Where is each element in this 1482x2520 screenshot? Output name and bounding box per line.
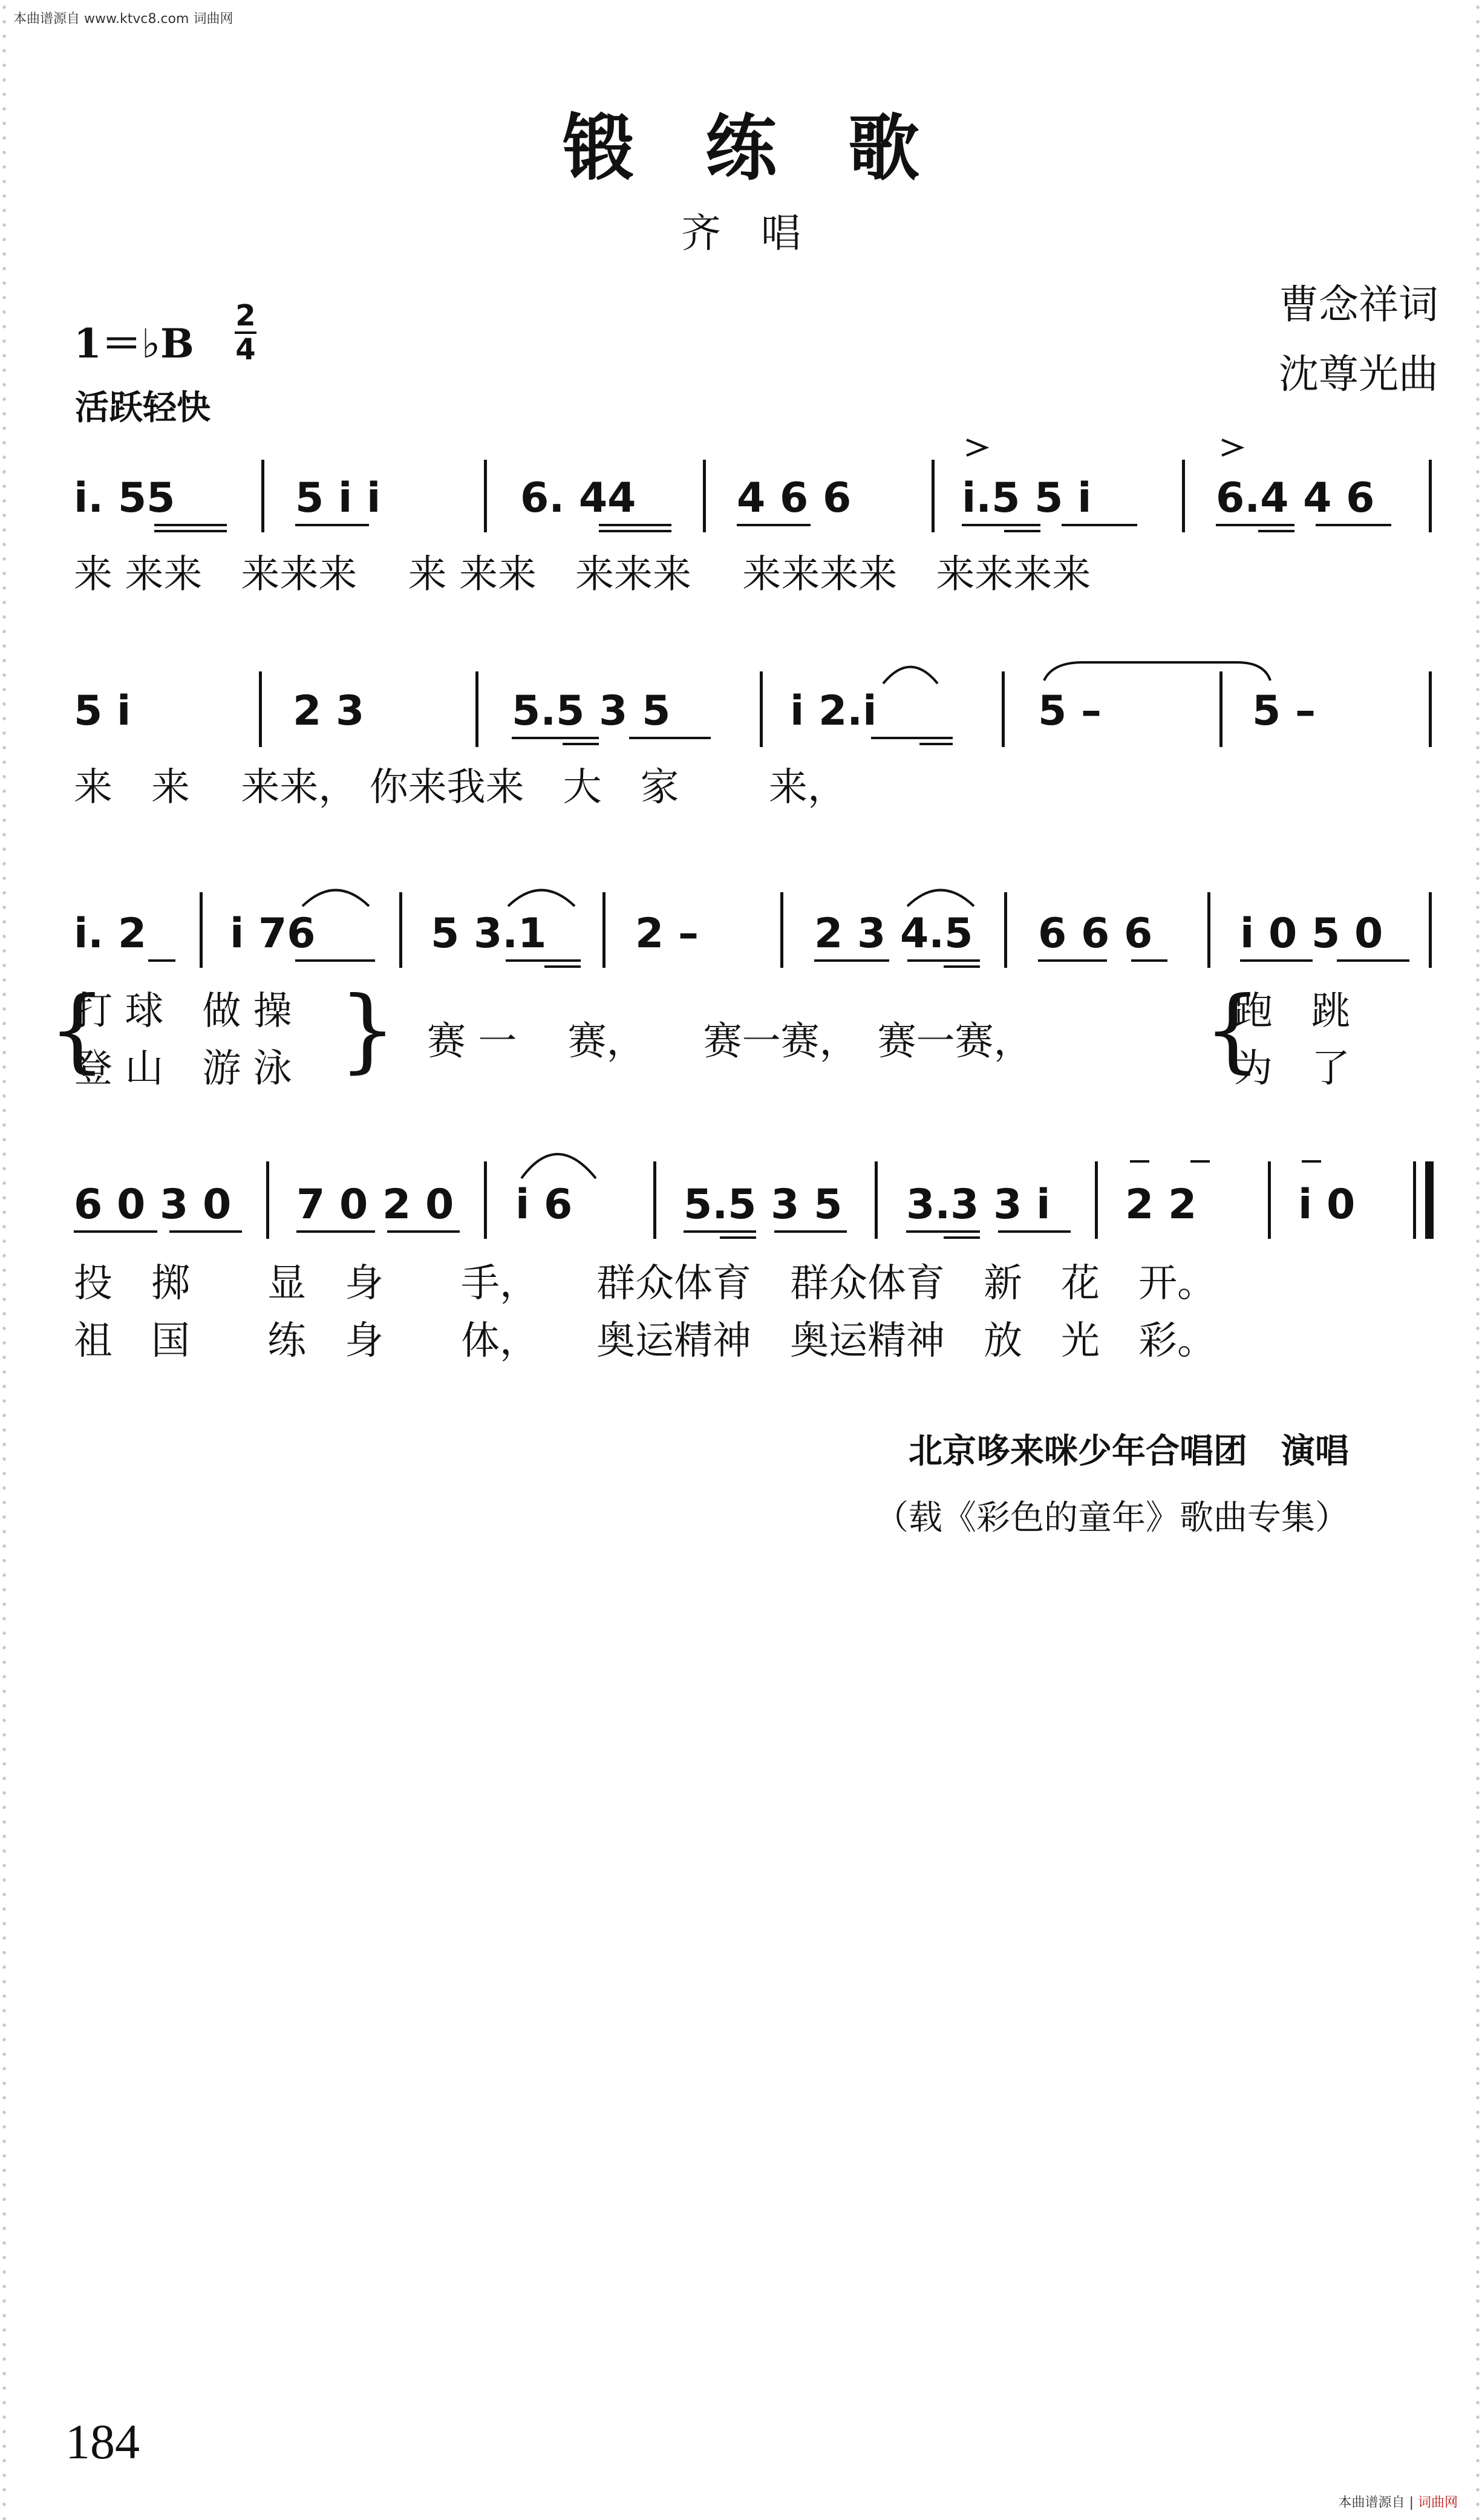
measure: 6.4 4 6: [1216, 474, 1375, 522]
header-url: www.ktvc8.com: [84, 11, 189, 27]
key-signature: 1＝♭B: [74, 320, 194, 367]
header-left: 本曲谱源自: [13, 11, 80, 27]
lyrics-row-3-end-line-1: 跑 跳: [1234, 989, 1350, 1034]
tempo-marking: 活跃轻快: [75, 388, 211, 428]
header-right: 词曲网: [193, 11, 233, 27]
footer-watermark: 本曲谱源自 | 词曲网: [1338, 2495, 1458, 2510]
performer-credit: 北京哆来咪少年合唱团 演唱: [909, 1432, 1349, 1471]
brace-right-icon: }: [339, 978, 397, 1083]
song-subtitle: 齐 唱: [681, 210, 801, 256]
measure: i 2.i: [790, 687, 877, 735]
measure: 5 i i: [295, 474, 381, 522]
time-sig-top: 2: [235, 299, 256, 333]
brace-left-icon: {: [48, 978, 106, 1083]
time-sig-bottom: 4: [235, 333, 256, 367]
page-number: 184: [65, 2414, 140, 2469]
measure: 5.5 3 5: [512, 687, 671, 735]
measure: 6 0 3 0: [74, 1181, 232, 1229]
measure: 7 0 2 0: [296, 1181, 454, 1229]
footer-right: 词曲网: [1417, 2495, 1458, 2510]
measure: 5 i: [74, 687, 131, 735]
measure: 2 3: [293, 687, 365, 735]
measure: 4 6 6: [737, 474, 852, 522]
measure: i 0 5 0: [1240, 910, 1383, 958]
measure: 6. 44: [520, 474, 636, 522]
measure: 6 6 6: [1038, 910, 1153, 958]
lyrics-row-4-line-2: 祖 国 练 身 体， 奥运精神 奥运精神 放 光 彩。: [74, 1319, 1216, 1363]
lyrics-row-3-end-line-2: 为 了: [1234, 1046, 1350, 1091]
footer-left: 本曲谱源自: [1338, 2495, 1405, 2510]
measure: i.5 5 i: [962, 474, 1092, 522]
measure: i. 2: [74, 910, 147, 958]
source-note: （载《彩色的童年》歌曲专集）: [875, 1498, 1349, 1538]
lyrics-row-2: 来 来 来来， 你来我来 大 家 来，: [74, 765, 847, 810]
measure: i 0: [1298, 1181, 1356, 1229]
measure: 2 2: [1125, 1181, 1197, 1229]
measure: 5 –: [1038, 687, 1102, 735]
lyrics-row-4-line-1: 投 掷 显 身 手， 群众体育 群众体育 新 花 开。: [74, 1261, 1216, 1306]
lyrics-row-1: 来 来来 来来来 来 来来 来来来 来来来来 来来来来: [74, 552, 1091, 597]
lyrics-row-3-line-1: 打 球 做 操: [74, 989, 292, 1034]
brace-left-icon: {: [1204, 978, 1262, 1083]
measure: i 6: [515, 1181, 573, 1229]
measure: i. 55: [74, 474, 175, 522]
song-title: 锻 练 歌: [562, 106, 919, 190]
measure: 2 –: [635, 910, 699, 958]
lyricist-credit: 曹念祥词: [1279, 281, 1438, 328]
measure: 5.5 3 5: [684, 1181, 843, 1229]
measure: 3.3 3 i: [906, 1181, 1051, 1229]
lyrics-row-3-line-2: 登 山 游 泳: [74, 1046, 292, 1091]
measure: 5 –: [1252, 687, 1316, 735]
measure: 2 3 4.5: [814, 910, 973, 958]
lyrics-row-3-middle: 赛 一 赛， 赛一赛， 赛一赛，: [427, 1019, 1033, 1064]
measure: 5 3.1: [431, 910, 547, 958]
composer-credit: 沈尊光曲: [1279, 351, 1438, 397]
measure: i 76: [230, 910, 316, 958]
